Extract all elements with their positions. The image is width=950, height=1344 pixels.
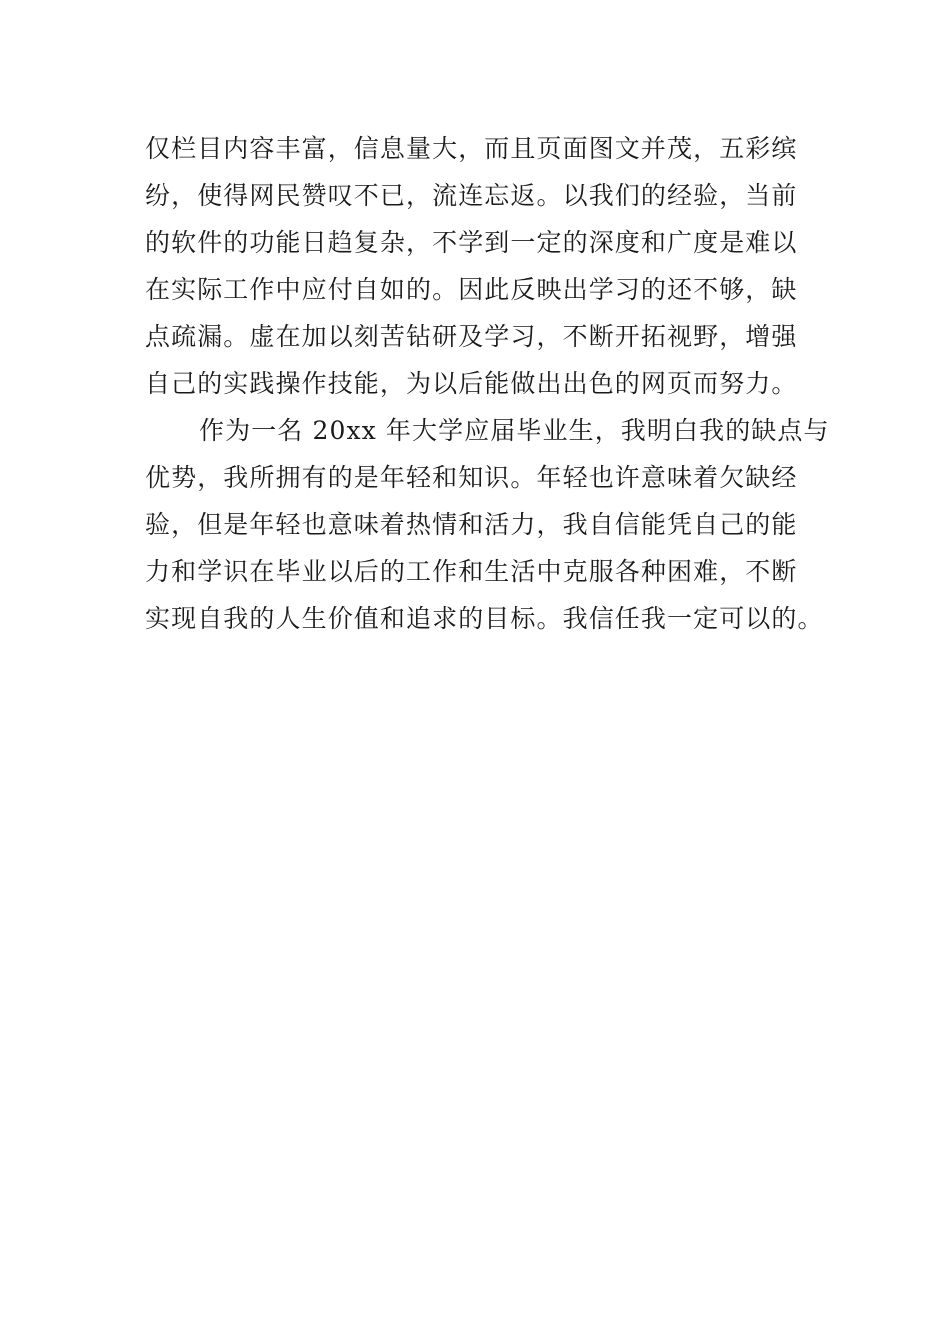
- paragraph-line: 验，但是年轻也意味着热情和活力，我自信能凭自己的能: [145, 510, 798, 539]
- paragraph-line: 自己的实践操作技能，为以后能做出出色的网页而努力。: [145, 369, 798, 398]
- paragraph-line: 作为一名 20xx 年大学应届毕业生，我明白我的缺点与: [199, 416, 830, 445]
- paragraph-line: 实现自我的人生价值和追求的目标。我信任我一定可以的。: [145, 604, 824, 633]
- paragraph-line: 的软件的功能日趋复杂，不学到一定的深度和广度是难以: [145, 228, 798, 257]
- document-body: [145, 125, 830, 642]
- paragraph-2: [145, 407, 830, 642]
- paragraph-1: [145, 125, 810, 407]
- paragraph-line: 优势，我所拥有的是年轻和知识。年轻也许意味着欠缺经: [145, 463, 798, 492]
- paragraph-line: 力和学识在毕业以后的工作和生活中克服各种困难，不断: [145, 557, 798, 586]
- paragraph-line: 在实际工作中应付自如的。因此反映出学习的还不够，缺: [145, 275, 798, 304]
- paragraph-line: 仅栏目内容丰富，信息量大，而且页面图文并茂，五彩缤: [145, 134, 798, 163]
- paragraph-line: 点疏漏。虚在加以刻苦钻研及学习，不断开拓视野，增强: [145, 322, 798, 351]
- paragraph-line: 纷，使得网民赞叹不已，流连忘返。以我们的经验，当前: [145, 181, 798, 210]
